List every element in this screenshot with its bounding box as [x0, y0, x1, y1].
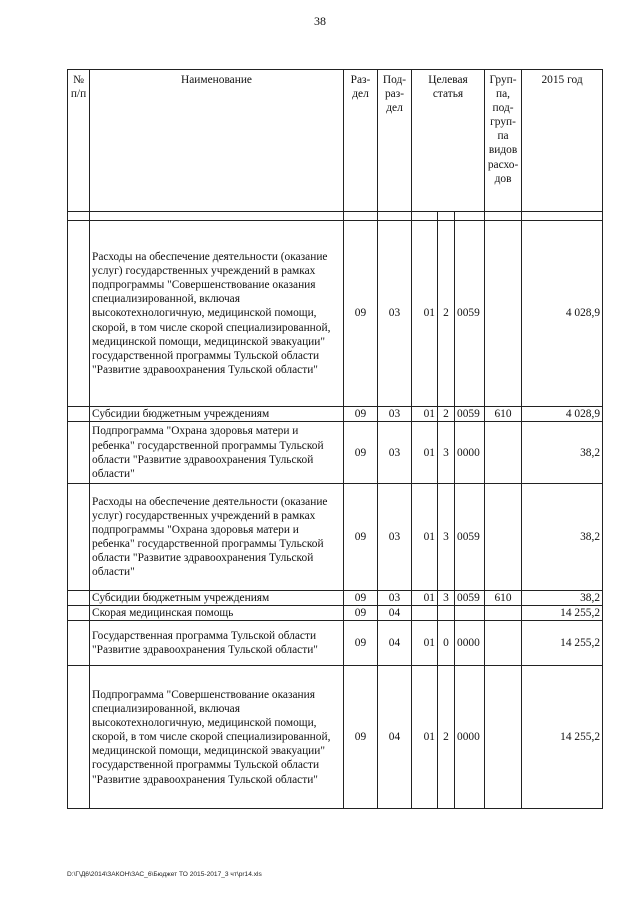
cell-group — [485, 606, 522, 621]
cell-cs1: 01 — [412, 221, 438, 407]
cell-num — [68, 422, 90, 484]
cell-name: Расходы на обеспечение деятельности (оказание услуг) государственных учреждений в рамках подпрограммы "Совершенствование оказания специализированной, включая высокотехнологичную, медицинской помощи, скорой, в том числе скорой специализированной, медицинской помощи, медицинской эвакуации" государственной программы Тульской области "Развитие здравоохранения Тульской области" — [90, 221, 344, 407]
cell-name: Субсидии бюджетным учреждениям — [90, 591, 344, 606]
cell-section: 09 — [344, 591, 378, 606]
header-row — [68, 70, 603, 212]
header-subsection: Под-раз-дел — [378, 70, 412, 212]
page-number: 38 — [314, 14, 326, 28]
spacer-cell — [68, 212, 90, 221]
header-num: № п/п — [68, 70, 90, 212]
cell-cs1: 01 — [412, 484, 438, 591]
spacer-cell — [90, 212, 344, 221]
cell-cs2: 2 — [438, 407, 455, 422]
cell-group: 610 — [485, 591, 522, 606]
table-row — [68, 407, 603, 422]
budget-table — [67, 69, 603, 809]
spacer-cell — [455, 212, 485, 221]
table-row — [68, 606, 603, 621]
cell-cs3 — [455, 606, 485, 621]
cell-cs3: 0059 — [455, 221, 485, 407]
cell-subsection: 03 — [378, 484, 412, 591]
cell-cs1 — [412, 606, 438, 621]
cell-cs2: 3 — [438, 484, 455, 591]
cell-cs2: 2 — [438, 666, 455, 809]
table-row — [68, 422, 603, 484]
cell-cs2: 2 — [438, 221, 455, 407]
cell-section: 09 — [344, 422, 378, 484]
cell-name: Государственная программа Тульской области "Развитие здравоохранения Тульской области" — [90, 621, 344, 666]
spacer-cell — [378, 212, 412, 221]
cell-cs1: 01 — [412, 422, 438, 484]
spacer-cell — [522, 212, 603, 221]
cell-cs3: 0000 — [455, 422, 485, 484]
cell-section: 09 — [344, 621, 378, 666]
spacer-cell — [438, 212, 455, 221]
cell-subsection: 04 — [378, 666, 412, 809]
table-row — [68, 591, 603, 606]
cell-num — [68, 407, 90, 422]
header-group: Груп-па, под-груп-па видов расхо-дов — [485, 70, 522, 212]
cell-cs3: 0059 — [455, 407, 485, 422]
cell-num — [68, 666, 90, 809]
cell-group — [485, 621, 522, 666]
cell-name: Расходы на обеспечение деятельности (оказание услуг) государственных учреждений в рамках подпрограммы "Охрана здоровья матери и ребенка" государственной программы Тульской области "Развитие здравоохранения Тульской области" — [90, 484, 344, 591]
cell-name: Подпрограмма "Охрана здоровья матери и ребенка" государственной программы Тульской области "Развитие здравоохранения Тульской области" — [90, 422, 344, 484]
cell-amount: 14 255,2 — [522, 666, 603, 809]
cell-section: 09 — [344, 484, 378, 591]
cell-num — [68, 221, 90, 407]
cell-amount: 38,2 — [522, 422, 603, 484]
cell-group: 610 — [485, 407, 522, 422]
cell-num — [68, 591, 90, 606]
cell-name: Подпрограмма "Совершенствование оказания специализированной, включая высокотехнологичную, медицинской помощи, скорой, в том числе скорой специализированной, медицинской помощи, медицинской эвакуации" государственной программы Тульской области "Развитие здравоохранения Тульской области" — [90, 666, 344, 809]
cell-amount: 14 255,2 — [522, 606, 603, 621]
cell-cs1: 01 — [412, 666, 438, 809]
header-year: 2015 год — [522, 70, 603, 212]
cell-amount: 38,2 — [522, 484, 603, 591]
cell-name: Субсидии бюджетным учреждениям — [90, 407, 344, 422]
table-row — [68, 221, 603, 407]
cell-cs1: 01 — [412, 407, 438, 422]
cell-num — [68, 606, 90, 621]
cell-num — [68, 484, 90, 591]
table-row — [68, 621, 603, 666]
cell-cs2: 0 — [438, 621, 455, 666]
cell-cs3: 0059 — [455, 591, 485, 606]
cell-num — [68, 621, 90, 666]
cell-subsection: 03 — [378, 221, 412, 407]
cell-cs3: 0000 — [455, 621, 485, 666]
cell-group — [485, 221, 522, 407]
cell-name: Скорая медицинская помощь — [90, 606, 344, 621]
cell-subsection: 04 — [378, 606, 412, 621]
header-name: Наименование — [90, 70, 344, 212]
table-body — [68, 212, 603, 809]
spacer-cell — [412, 212, 438, 221]
cell-amount: 14 255,2 — [522, 621, 603, 666]
cell-subsection: 04 — [378, 621, 412, 666]
table-row — [68, 484, 603, 591]
cell-subsection: 03 — [378, 422, 412, 484]
cell-cs2 — [438, 606, 455, 621]
cell-cs2: 3 — [438, 422, 455, 484]
header-section: Раз-дел — [344, 70, 378, 212]
table-row — [68, 666, 603, 809]
cell-amount: 4 028,9 — [522, 221, 603, 407]
cell-cs1: 01 — [412, 591, 438, 606]
cell-subsection: 03 — [378, 591, 412, 606]
cell-subsection: 03 — [378, 407, 412, 422]
cell-section: 09 — [344, 221, 378, 407]
cell-section: 09 — [344, 407, 378, 422]
cell-cs3: 0059 — [455, 484, 485, 591]
spacer-row — [68, 212, 603, 221]
spacer-cell — [344, 212, 378, 221]
cell-group — [485, 422, 522, 484]
cell-group — [485, 666, 522, 809]
cell-cs1: 01 — [412, 621, 438, 666]
cell-section: 09 — [344, 666, 378, 809]
cell-cs3: 0000 — [455, 666, 485, 809]
cell-amount: 4 028,9 — [522, 407, 603, 422]
file-path-footer: D:\Г\Д6\2014\ЗАКОН\ЗАС_6\Бюджет ТО 2015-2017_3 чт\pr14.xls — [67, 871, 262, 878]
header-purpose: Целевая статья — [412, 70, 485, 212]
cell-amount: 38,2 — [522, 591, 603, 606]
cell-cs2: 3 — [438, 591, 455, 606]
cell-section: 09 — [344, 606, 378, 621]
spacer-cell — [485, 212, 522, 221]
cell-group — [485, 484, 522, 591]
